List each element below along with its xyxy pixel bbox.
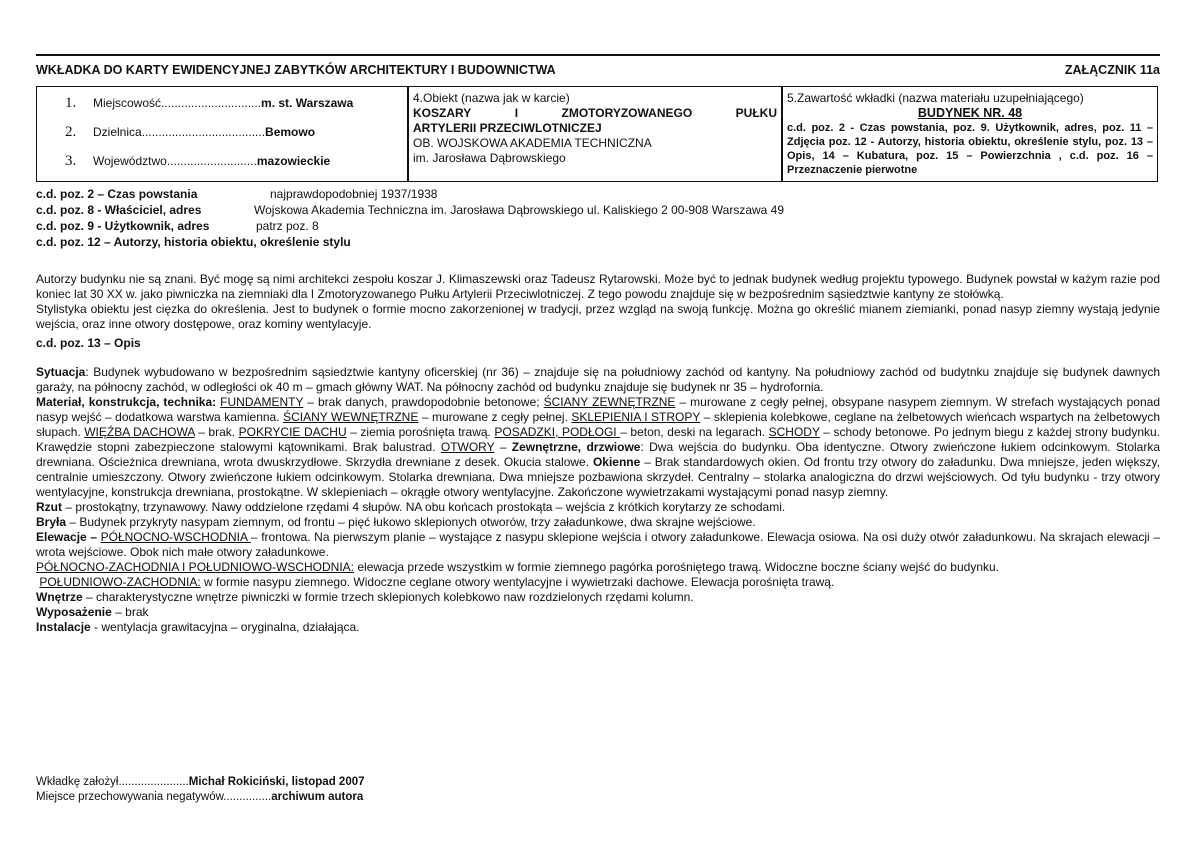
history-paragraph-1: Autorzy budynku nie są znani. Być mogę są nimi architekci zespołu koszar J. Klimaszewski oraz Tadeusz Rytarowski. Może być to jednak budynek według projektu typowego. Budynek powstał w każym razie pod koniec lat 30 XX w. jako piwniczka na ziemniaki dla I Zmotoryzowanego Pułku Artylerii Przeciwlotniczej. Z tego powodu znajduje się w bezpośrednim sąsiedztwie kantyny ze stołówką. <box>36 272 1160 301</box>
equipment-paragraph: Wyposażenie – brak <box>36 605 149 619</box>
document-page <box>36 0 1160 847</box>
object-box <box>408 86 782 182</box>
location-box <box>36 86 408 182</box>
contents-box <box>782 86 1158 182</box>
object-label: 4.Obiekt (nazwa jak w karcie) <box>413 91 570 105</box>
contents-description: c.d. poz. 2 - Czas powstania, poz. 9. Użytkownik, adres, poz. 11 – Zdjęcia poz. 12 - Autorzy, historia obiektu, określenie stylu, poz. 13 – Opis, 14 – Kubatura, poz. 15 – Powierzchnia , c.d. poz. 16 – Przeznaczenie pierwotne <box>787 122 1153 176</box>
footer-negatives: Miejsce przechowywania negatywów...............archiwum autora <box>36 791 364 803</box>
elevation-nw-se: PÓŁNOCNO-ZACHODNIA I POŁUDNIOWO-WSCHODNIA: elewacja przede wszystkim w formie ziemnego pagórka porośniętego trawą. Widoczne boczne ściany wejść do budynku. <box>36 560 1000 574</box>
top-rule <box>36 54 1160 56</box>
elevation-sw: POŁUDNIOWO-ZACHODNIA: w formie nasypu ziemnego. Widoczne ceglane otwory wentylacyjne i wywietrzaki dachowe. Elewacja porośnięta trawą. <box>39 575 835 589</box>
object-owner-line2: im. Jarosława Dąbrowskiego <box>413 151 566 165</box>
section-opis-heading: c.d. poz. 13 – Opis <box>36 336 141 350</box>
interior-paragraph: Wnętrze – charakterystyczne wnętrze piwniczki w formie trzech sklepionych kolebkowo naw rozdzielonych rzędami kolumn. <box>36 590 694 604</box>
document-title: WKŁADKA DO KARTY EWIDENCYJNEJ ZABYTKÓW ARCHITEKTURY I BUDOWNICTWA <box>36 63 556 77</box>
annex-label: ZAŁĄCZNIK 11a <box>1064 63 1160 77</box>
object-owner-line1: OB. WOJSKOWA AKADEMIA TECHNICZNA <box>413 136 652 150</box>
meta-p8: c.d. poz. 8 - Właściciel, adres Wojskowa Akademia Techniczna im. Jarosława Dąbrowskiego ul. Kaliskiego 2 00-908 Warszawa 49 <box>36 203 785 217</box>
building-number: BUDYNEK NR. 48 <box>917 106 1023 120</box>
location-row-3: 3. Województwo...........................mazowieckie <box>65 153 331 169</box>
document-footer <box>36 775 365 805</box>
meta-p12: c.d. poz. 12 – Autorzy, historia obiektu, określenie stylu <box>36 235 351 249</box>
contents-label: 5.Zawartość wkładki (nazwa materiału uzupełniającego) <box>787 91 1084 105</box>
footer-author: Wkładkę założył......................Michał Rokiciński, listopad 2007 <box>36 776 365 788</box>
location-row-2: 2. Dzielnica.....................................Bemowo <box>65 124 316 140</box>
meta-section <box>36 186 1160 250</box>
object-name-line2: ARTYLERII PRZECIWLOTNICZEJ <box>413 121 602 135</box>
document-body <box>36 272 1160 635</box>
meta-p2: c.d. poz. 2 – Czas powstania najprawdopodobniej 1937/1938 <box>36 187 438 201</box>
installations-paragraph: Instalacje - wentylacja grawitacyjna – oryginalna, działająca. <box>36 620 360 634</box>
object-name-line1: KOSZARY I ZMOTORYZOWANEGO PUŁKU <box>413 106 777 120</box>
meta-p9: c.d. poz. 9 - Użytkownik, adres patrz poz. 8 <box>36 219 319 233</box>
plan-paragraph: Rzut – prostokątny, trzynawowy. Nawy oddzielone rzędami 4 słupów. NA obu końcach prostokąta – wejścia z krótkich korytarzy ze schodami. <box>36 500 786 514</box>
materials-paragraph: Materiał, konstrukcja, technika: FUNDAMENTY – brak danych, prawdopodobnie betonowe; ŚCIANY ZEWNĘTRZNE – murowane z cegły pełnej, obsypane nasypem ziemnym. W strefach wystających ponad nasyp wejść – dodatkowa warstwa kamienna. ŚCIANY WEWNĘTRZNE – murowane z cegły pełnej. SKLEPIENIA I STROPY – sklepienia kolebkowe, ceglane na żelbetowych wieńcach wspartych na żelbetowych słupach. WIĘŹBA DACHOWA – brak. POKRYCIE DACHU – ziemia porośnięta trawą. POSADZKI, PODŁOGI – beton, deski na legarach. SCHODY – schody betonowe. Po jednym biegu z każdej strony budynku. Krawędzie stopni zabezpieczone stalowymi kątownikami. Brak balustrad. OTWORY – Zewnętrzne, drzwiowe: Dwa wejścia do budynku. Oba identyczne. Otwory zwieńczone łukiem odcinkowym. Stolarka drewniana. Ościeżnica drewniana, wrota dwuskrzydłowe. Skrzydła drewniane z desek. Okucia stalowe. Okienne – Brak standardowych okien. Od frontu trzy otwory do załadunku. Dwa mniejsze, jeden większy, centralnie umieszczony. Otwory zwieńczone łukiem odcinkowym. Stolarka drewniana. Dwa mniejsze pozbawiona skrzydeł. Centralny – stolarka analogiczna do drzwi wejściowych. Od tyłu budynku - trzy otwory wentylacyjne, konstrukcja drewniana, prostokątne. W sklepieniach – okrągłe otwory wentylacyjne. Zakończone wywietrzakami wystającymi ponad nasyp ziemny. <box>36 395 1161 499</box>
situation-paragraph: Sytuacja: Budynek wybudowano w bezpośrednim sąsiedztwie kantyny oficerskiej (nr 36) – znajduje się na południowy zachód od kantyny. Na południowy zachód od budytnku znajduje się budynek dawnych garaży, na północny zachód, w odległości ok 40 m – gmach główny WAT. Na północny zachód od budynku znajduje się budynek nr 35 – hydrofornia. <box>36 365 1160 394</box>
document-header <box>36 63 1160 79</box>
mass-paragraph: Bryła – Budynek przykryty nasypam ziemnym, od frontu – pięć łukowo sklepionych otworów, trzy załadunkowe, dwa skrajne wejściowe. <box>36 515 756 529</box>
elevations-paragraph: Elewacje – PÓŁNOCNO-WSCHODNIA – frontowa. Na pierwszym planie – wystające z nasypu sklepione wejścia i otwory załadunkowe. Elewacja osiowa. Na osi duży otwór załadunkowu. Na skrajach elewacji – wrota wejściowe. Obok nich małe otwory załadunkowe. <box>36 530 1161 559</box>
history-paragraph-2: Stylistyka obiektu jest cięzka do określenia. Jest to budynek o formie mocno zakorzenionej w tradycji, przez wzgląd na swoją funkcję. Można go określić mianem ziemianki, ponad nasyp ziemny wystają jedynie wejścia, oraz inne otwory dostępowe, oraz kominy wentylacyje. <box>36 302 1160 331</box>
location-row-1: 1. Miejscowość..............................m. st. Warszawa <box>65 95 354 111</box>
